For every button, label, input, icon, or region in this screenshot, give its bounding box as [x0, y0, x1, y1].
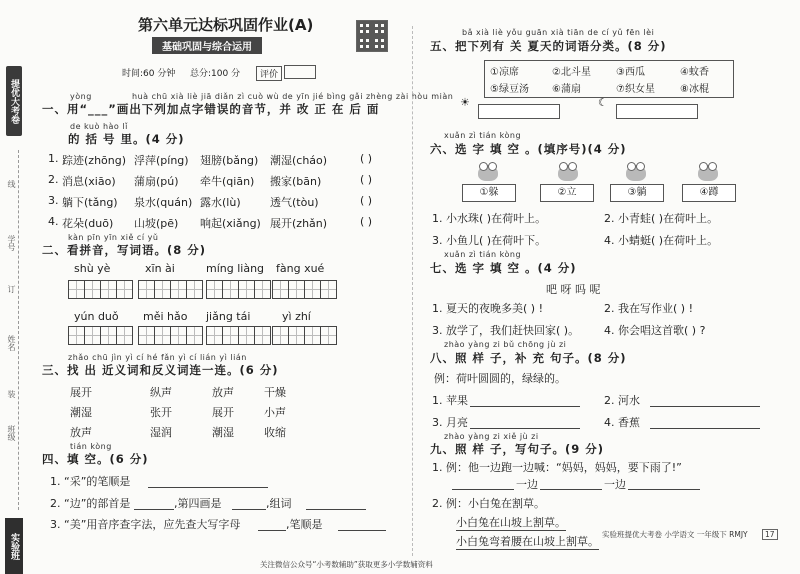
s6-heading: 六、选 字 填 空 。(填序号)(4 分)	[430, 142, 627, 156]
s9-example-2: 2. 例：小白兔在割草。	[432, 497, 545, 510]
worksheet-page: 提优大考卷 线 学号 订 姓名 装 班级 实验班 第六单元达标巩固作业(A) 基础巩固与综合运用 时间:60 分钟 总分:100 分 评价 yòng huà chū xià liè jiā diǎn zì cuò wù de yīn jié bìng gǎi zhèng zài hòu miàn 一、用“___”画出下列加点字错误的音节，并 改 正 在 后 面 de kuò hào lǐ 的 括 号 里。(4 分) 1. 踪迹(zhōng) 浮萍(píng) 翅膀(bǎng) 潮湿(cháo) ( ) 2. 消息(xiāo) 蒲扇(pú) 牵牛(qiān) 搬家(bān) ( ) 3. 躺下(tǎng) 泉水(quán) 露水(lù) 透气(tòu) ( ) 4. 花朵(duō) 山坡(pē) 响起(xiǎng) 展开(zhǎn) ( ) kàn pīn yīn xiě cí yǔ 二、看拼音，写词语。(8 分) shù yè xīn ài míng liàng fàng xué yún duǒ měi hǎo jiǎng tái yì zhí zhǎo chū jìn yì cí hé fǎn yì cí lián yì lián 三、找 出 近义词和反义词连一连。(6 分) 展开 纵声 潮湿 张开 放声 湿润 放声 干燥 展开 小声 潮湿 收缩 tián kòng 四、填 空。(6 分) 1. “采”的笔顺是 2. “边”的部首是 ,第四画是 ,组词 3. “美”用音序查字法，应先查大写字母 ,笔顺是 bǎ xià liè yǒu guān xià tiān de cí yǔ fēn lèi 五、把下列有 关 夏天的词语分类。(8 分) ①凉席 ②北斗星 ③西瓜 ④蚊香 ⑤绿豆汤 ⑥蒲扇 ⑦织女星 ⑧冰棍 ☀ ☾ xuǎn zì tián kòng 六、选 字 填 空 。(填序号)(4 分) ①躲 ②立 ③躺 ④蹲 1. 小水珠( )在荷叶上。 2. 小青蛙( )在荷叶上。 3. 小鱼儿( )在荷叶下。 4. 小蜻蜓( )在荷叶上。 xuǎn zì tián kòng 七、选 字 填 空 。(4 分) 吧 呀 吗 呢 1. 夏天的夜晚多美( ) ! 2. 我在写作业( ) ! 3. 放学了，我们赶快回家( )。 4. 你会唱这首歌( ) ? zhào yàng zi bǔ chōng jù zi 八、照 样 子，补 充 句子。(8 分) 例：荷叶圆圆的，绿绿的。 1. 苹果 2. 河水 3. 月亮 4. 香蕉 zhào yàng zi xiě jù zi 九、照 样 子，写句子。(9 分) 1. 例：他一边跑一边喊：“妈妈，妈妈，要下雨了!” 一边 一边 2. 例：小白兔在割草。 小白兔在山坡上割草。 小白兔弯着腰在山坡上割草。 关注微信公众号“小考数辅助”获取更多小学数辅资料 实验班提优大考卷 小学语文 一年级下 RMJY 17	[0, 0, 800, 574]
s3-heading: 三、找 出 近义词和反义词连一连。(6 分)	[42, 363, 279, 377]
page-subtitle: 基础巩固与综合运用	[152, 37, 262, 54]
s6-char-1: ①躲	[462, 184, 516, 202]
answer-banner[interactable]	[616, 104, 698, 119]
s3-right-3[interactable]: 展开	[212, 406, 234, 419]
s5-heading: 五、把下列有 关 夏天的词语分类。(8 分)	[430, 39, 667, 53]
answer-blank[interactable]	[338, 529, 386, 531]
s7-q4[interactable]: 4. 你会唱这首歌( ) ?	[604, 324, 706, 337]
s2-pinyin-4: fàng xué	[276, 262, 325, 275]
s1-heading-2: 的 括 号 里。(4 分)	[68, 132, 185, 146]
strip-label-xingming: 姓名	[7, 335, 16, 351]
s8-pinyin: zhào yàng zi bǔ chōng jù zi	[444, 340, 567, 349]
s6-q3[interactable]: 3. 小鱼儿( )在荷叶下。	[432, 234, 547, 247]
footer-book-title: 实验班提优大考卷 小学语文 一年级下 RMJY	[602, 530, 748, 539]
s3-left-1[interactable]: 展开	[70, 386, 92, 399]
s2-pinyin: kàn pīn yīn xiě cí yǔ	[68, 233, 159, 242]
s3-right-5[interactable]: 潮湿	[212, 426, 234, 439]
s8-q4: 4. 香蕉	[604, 416, 640, 429]
column-divider	[412, 26, 413, 556]
answer-paren[interactable]: ( )	[360, 152, 373, 165]
s5-option-7: ⑦织女星	[616, 84, 655, 95]
frog-icon	[558, 165, 578, 181]
answer-blank[interactable]	[134, 508, 174, 510]
s6-q1[interactable]: 1. 小水珠( )在荷叶上。	[432, 212, 547, 225]
time-limit: 时间:60 分钟	[122, 69, 176, 79]
total-score: 总分:100 分	[190, 69, 241, 79]
s9-example-2b: 小白兔在山坡上割草。	[456, 516, 566, 529]
writing-grid[interactable]	[68, 326, 132, 345]
s1-pinyin-b: huà chū xià liè jiā diǎn zì cuò wù de yīn jié bìng gǎi zhèng zài hòu miàn	[132, 92, 454, 101]
s6-q4[interactable]: 4. 小蜻蜓( )在荷叶上。	[604, 234, 719, 247]
s4-heading: 四、填 空。(6 分)	[42, 452, 149, 466]
s3-left-4[interactable]: 张开	[150, 406, 172, 419]
s2-pinyin-1: shù yè	[74, 262, 111, 275]
answer-blank[interactable]	[470, 405, 580, 407]
s1-pinyin-a: yòng	[70, 92, 92, 101]
answer-blank[interactable]	[628, 488, 700, 490]
answer-blank[interactable]	[258, 529, 286, 531]
s8-q3: 3. 月亮	[432, 416, 468, 429]
strip-label-banji: 班级	[7, 425, 16, 441]
frog-icon	[626, 165, 646, 181]
s5-option-4: ④蚊香	[680, 67, 709, 78]
s7-q2[interactable]: 2. 我在写作业( ) !	[604, 302, 693, 315]
s6-q2[interactable]: 2. 小青蛙( )在荷叶上。	[604, 212, 719, 225]
cut-line	[18, 150, 19, 510]
answer-blank[interactable]	[470, 427, 580, 429]
s2-heading: 二、看拼音，写词语。(8 分)	[42, 243, 207, 257]
strip-label-zhuang: 装	[7, 390, 16, 398]
writing-grid[interactable]	[272, 326, 336, 345]
s4-q2-b: ,第四画是	[174, 497, 222, 510]
s3-left-3[interactable]: 潮湿	[70, 406, 92, 419]
s5-option-8: ⑧冰棍	[680, 84, 709, 95]
answer-blank[interactable]	[148, 486, 268, 488]
strip-label-xuehao: 学号	[7, 235, 16, 251]
s6-pinyin: xuǎn zì tián kòng	[444, 131, 522, 140]
answer-blank[interactable]	[232, 508, 266, 510]
s3-left-5[interactable]: 放声	[70, 426, 92, 439]
s5-option-1: ①凉席	[490, 67, 519, 78]
s7-q3[interactable]: 3. 放学了，我们赶快回家( )。	[432, 324, 580, 337]
s1-heading: 一、用“___”画出下列加点字错误的音节，并 改 正 在 后 面	[42, 102, 380, 116]
footer-note: 关注微信公众号“小考数辅助”获取更多小学数辅资料	[260, 560, 433, 569]
answer-blank[interactable]	[452, 488, 514, 490]
answer-banner[interactable]	[478, 104, 560, 119]
eval-box	[284, 65, 316, 79]
strip-label-xian: 线	[7, 180, 16, 188]
answer-blank[interactable]	[540, 488, 602, 490]
s6-char-3: ③躺	[610, 184, 664, 202]
answer-paren[interactable]: ( )	[360, 194, 373, 207]
binding-strip	[0, 30, 30, 560]
strip-label-ding: 订	[7, 285, 16, 293]
page-number: 17	[762, 529, 778, 540]
s4-q3-b: ,笔顺是	[286, 518, 323, 531]
s4-q2-a: 2. “边”的部首是	[50, 497, 131, 510]
frog-icon	[478, 165, 498, 181]
s2-pinyin-6: měi hǎo	[143, 310, 188, 323]
s2-pinyin-2: xīn ài	[145, 262, 175, 275]
s4-q3-a: 3. “美”用音序查字法，应先查大写字母	[50, 518, 241, 531]
writing-grid[interactable]	[138, 280, 202, 299]
s8-heading: 八、照 样 子，补 充 句子。(8 分)	[430, 351, 627, 365]
sun-icon: ☀	[460, 96, 470, 109]
s7-char-options: 吧 呀 吗 呢	[546, 283, 601, 296]
s3-left-6[interactable]: 湿润	[150, 426, 172, 439]
s2-pinyin-3: míng liàng	[206, 262, 265, 275]
moon-icon: ☾	[598, 96, 608, 109]
s2-pinyin-5: yún duǒ	[74, 310, 119, 323]
answer-paren[interactable]: ( )	[360, 173, 373, 186]
writing-grid[interactable]	[272, 280, 336, 299]
s9-mid-2: 一边	[604, 478, 626, 491]
s7-q1[interactable]: 1. 夏天的夜晚多美( ) !	[432, 302, 543, 315]
s8-q1: 1. 苹果	[432, 394, 468, 407]
writing-grid[interactable]	[206, 280, 270, 299]
s6-char-2: ②立	[540, 184, 594, 202]
s5-option-5: ⑤绿豆汤	[490, 84, 529, 95]
s7-pinyin: xuǎn zì tián kòng	[444, 250, 522, 259]
s8-example: 例：荷叶圆圆的，绿绿的。	[434, 372, 566, 385]
page-title: 第六单元达标巩固作业(A)	[138, 16, 314, 34]
s9-example-2c: 小白兔弯着腰在山坡上割草。	[456, 535, 599, 548]
s2-pinyin-8: yì zhí	[282, 310, 311, 323]
s2-pinyin-7: jiǎng tái	[206, 310, 251, 323]
writing-grid[interactable]	[68, 280, 132, 299]
eval-label: 评价	[256, 66, 282, 81]
publisher-logo: 实验班	[5, 518, 23, 574]
s5-option-3: ③西瓜	[616, 67, 645, 78]
s5-option-6: ⑥蒲扇	[552, 84, 581, 95]
s4-q1: 1. “采”的笔顺是	[50, 475, 131, 488]
s8-q2: 2. 河水	[604, 394, 640, 407]
writing-grid[interactable]	[206, 326, 270, 345]
writing-grid[interactable]	[138, 326, 202, 345]
s5-pinyin: bǎ xià liè yǒu guān xià tiān de cí yǔ fēn lèi	[462, 28, 655, 37]
frog-icon	[698, 165, 718, 181]
s3-left-2[interactable]: 纵声	[150, 386, 172, 399]
s3-right-2[interactable]: 干燥	[264, 386, 286, 399]
s4-q2-c: ,组词	[266, 497, 292, 510]
answer-paren[interactable]: ( )	[360, 215, 373, 228]
s9-example-1: 1. 例：他一边跑一边喊：“妈妈，妈妈，要下雨了!”	[432, 461, 682, 474]
s9-pinyin: zhào yàng zi xiě jù zi	[444, 432, 539, 441]
brand-label: 提优大考卷	[6, 66, 22, 136]
answer-blank[interactable]	[650, 405, 760, 407]
s4-pinyin: tián kòng	[70, 442, 112, 451]
s3-right-4[interactable]: 小声	[264, 406, 286, 419]
qr-code-icon	[356, 20, 388, 52]
s9-mid-1: 一边	[516, 478, 538, 491]
s1-pinyin-c: de kuò hào lǐ	[70, 122, 128, 131]
s5-option-2: ②北斗星	[552, 67, 591, 78]
s3-right-6[interactable]: 收缩	[264, 426, 286, 439]
s6-char-4: ④蹲	[682, 184, 736, 202]
answer-blank[interactable]	[306, 508, 366, 510]
s9-heading: 九、照 样 子，写句子。(9 分)	[430, 442, 605, 456]
s3-right-1[interactable]: 放声	[212, 386, 234, 399]
answer-blank[interactable]	[650, 427, 760, 429]
s3-pinyin: zhǎo chū jìn yì cí hé fǎn yì cí lián yì lián	[68, 353, 247, 362]
s7-heading: 七、选 字 填 空 。(4 分)	[430, 261, 577, 275]
